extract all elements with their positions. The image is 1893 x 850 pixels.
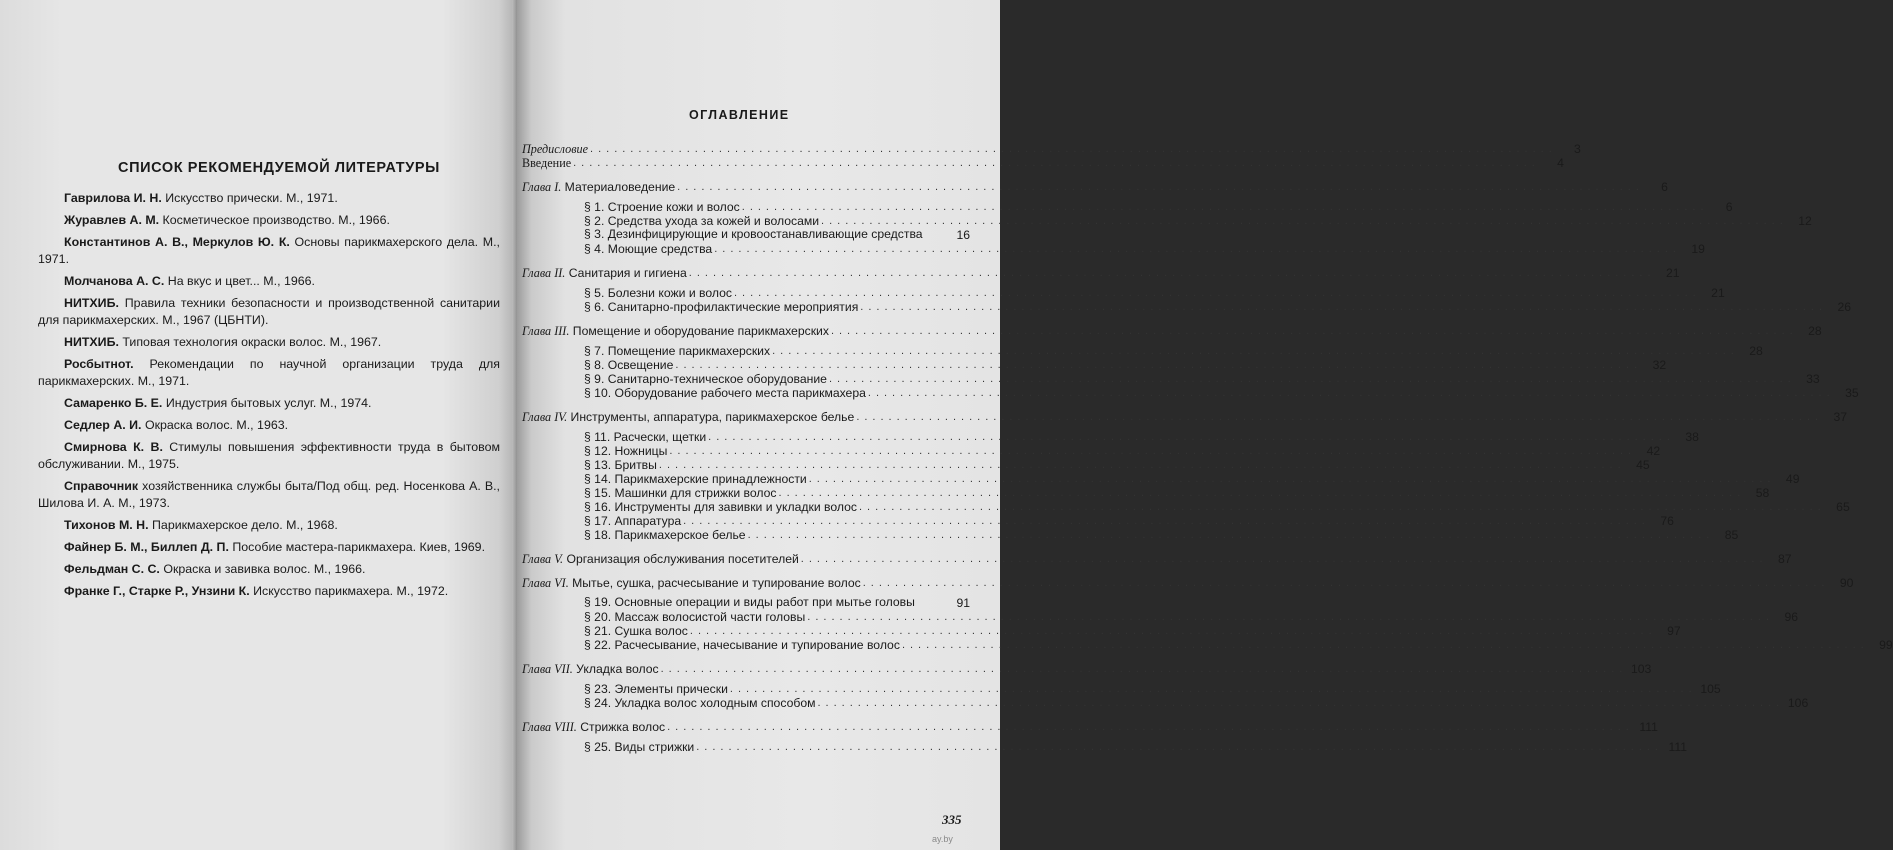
chapter-title: Организация обслуживания посетителей [563, 552, 799, 566]
toc-label: § 6. Санитарно-профилактические мероприятия [584, 300, 859, 314]
toc-page-number: 12 [1798, 214, 1812, 228]
toc-chapter-row [522, 410, 1848, 424]
entry-author: Смирнова К. В. [64, 440, 163, 454]
toc-chapter-row [522, 662, 1652, 676]
toc-page-number: 16 [956, 228, 970, 242]
toc-page-number: 21 [1711, 286, 1725, 300]
toc-page-number: 111 [1668, 740, 1687, 754]
chapter-title: Укладка волос [572, 662, 659, 676]
toc-label: § 25. Виды стрижки [584, 740, 695, 754]
toc-paragraph-row [522, 486, 1770, 500]
toc-chapter-row [522, 552, 1792, 566]
toc-paragraph-row [522, 682, 1721, 696]
toc-front-row [522, 156, 1564, 170]
toc-paragraph-row [522, 286, 1725, 300]
toc-label: § 20. Массаж волосистой части головы [584, 610, 806, 624]
toc-paragraph-row [522, 696, 1809, 710]
toc-page-number: 97 [1667, 624, 1681, 638]
toc-page-number: 90 [1839, 576, 1854, 590]
toc-page-number: 58 [1755, 486, 1770, 500]
toc-title: ОГЛАВЛЕНИЕ [689, 108, 790, 122]
toc-label: § 16. Инструменты для завивки и укладки волос [584, 500, 857, 514]
toc-label: § 2. Средства ухода за кожей и волосами [584, 214, 820, 228]
toc-page-number: 103 [1631, 662, 1652, 676]
toc-label: § 9. Санитарно-техническое оборудование [584, 372, 827, 386]
toc-label: § 21. Сушка волос [584, 624, 688, 638]
toc-label: § 22. Расчесывание, начесывание и тупирование волос [584, 638, 900, 652]
entry-author: Справочник [64, 479, 139, 493]
dot-leader: ........................................................................................................................ [667, 721, 1634, 733]
toc-paragraph-row [522, 500, 1850, 514]
toc-page-number: 37 [1833, 410, 1848, 424]
toc-page-number: 19 [1691, 242, 1705, 256]
entry-author: Росбытнот. [64, 357, 134, 371]
entry-text: Пособие мастера-парикмахера. Киев, 1969. [228, 540, 486, 554]
literature-entry [38, 234, 500, 268]
toc-label: Предисловие [522, 142, 589, 156]
toc-paragraph-row [522, 242, 1705, 256]
dot-leader: ........................................................................................................................ [660, 663, 1628, 675]
toc-label: § 11. Расчески, щетки [584, 430, 707, 444]
dot-leader: ........................................................................................................................ [867, 387, 1835, 399]
toc-label: § 24. Укладка волос холодным способом [584, 696, 816, 710]
toc-chapter-row [522, 720, 1658, 734]
chapter-title: Стрижка волос [576, 720, 666, 734]
entry-text: Окраска и завивка волос. М., 1966. [159, 562, 366, 576]
toc-paragraph-row [522, 472, 1800, 486]
toc-label: § 23. Элементы прически [584, 682, 728, 696]
toc-paragraph-row [522, 214, 1812, 228]
left-page [0, 0, 520, 850]
chapter-number: Глава III. [522, 324, 570, 338]
dot-leader: ........................................................................................................................ [772, 345, 1739, 357]
entry-author: НИТХИБ. [64, 296, 119, 310]
dot-leader: ........................................................................................................................ [675, 359, 1643, 371]
dot-leader: ........................................................................................................................ [858, 501, 1826, 513]
dot-leader: ........................................................................................................................ [828, 373, 1796, 385]
toc-page-number: 28 [1808, 324, 1822, 338]
toc-paragraph-row [522, 528, 1739, 542]
toc-paragraph-row [522, 458, 1650, 472]
literature-entry [38, 439, 500, 473]
literature-entry [38, 212, 500, 229]
toc-page-number: 6 [1661, 180, 1668, 194]
entry-author: Тихонов М. Н. [64, 518, 149, 532]
watermark: ay.by [932, 834, 953, 844]
toc-page-number: 111 [1639, 720, 1658, 734]
toc-page-number: 33 [1806, 372, 1820, 386]
toc-page-number: 4 [1557, 156, 1564, 170]
table-of-contents [522, 142, 1893, 754]
chapter-title: Инструменты, аппаратура, парикмахерское белье [567, 410, 855, 424]
dot-leader: ........................................................................................................................ [856, 411, 1824, 423]
literature-entry [38, 356, 500, 390]
toc-paragraph-row [522, 430, 1699, 444]
entry-text: Стимулы повышения эффективности труда в бытовом обслуживании. М., 1975. [38, 440, 500, 471]
literature-entry [38, 334, 500, 351]
entry-author: Франке Г., Старке Р., Унзини К. [64, 584, 250, 598]
literature-entry [38, 517, 500, 534]
toc-page-number: 85 [1724, 528, 1739, 542]
toc-paragraph-row [522, 300, 1852, 314]
toc-page-number: 3 [1574, 142, 1581, 156]
toc-paragraph-row [522, 372, 1820, 386]
chapter-number: Глава IV. [522, 410, 568, 424]
toc-chapter-row [522, 266, 1680, 280]
entry-text: Искусство прически. М., 1971. [161, 191, 338, 205]
toc-label: § 3. Дезинфицирующие и кровоостанавливающие средства [584, 227, 923, 241]
toc-front-row [522, 142, 1581, 156]
toc-paragraph-row [522, 444, 1661, 458]
chapter-title: Мытье, сушка, расчесывание и тупирование волос [568, 576, 861, 590]
toc-page-number: 42 [1646, 444, 1661, 458]
dot-leader: ........................................................................................................................ [658, 459, 1626, 471]
dot-leader: ........................................................................................................................ [708, 431, 1675, 443]
entry-text: Индустрия бытовых услуг. М., 1974. [162, 396, 372, 410]
toc-label: Введение [522, 156, 572, 170]
dot-leader: ........................................................................................................................ [677, 181, 1644, 193]
toc-page-number: 21 [1665, 266, 1680, 280]
literature-entry [38, 583, 500, 600]
toc-label: § 13. Бритвы [584, 458, 657, 472]
entry-text: На вкус и цвет... М., 1966. [164, 274, 315, 288]
literature-entry [38, 539, 500, 556]
toc-label: § 17. Аппаратура [584, 514, 682, 528]
right-page [517, 0, 1893, 850]
dot-leader: ........................................................................................................................ [862, 577, 1830, 589]
toc-label: § 5. Болезни кожи и волос [584, 286, 732, 300]
literature-entry [38, 273, 500, 290]
toc-label: § 10. Оборудование рабочего места парикмахера [584, 386, 866, 400]
toc-label: § 7. Помещение парикмахерских [584, 344, 771, 358]
dot-leader: ........................................................................................................................ [830, 325, 1798, 337]
dot-leader: ........................................................................................................................ [688, 267, 1656, 279]
entry-author: Файнер Б. М., Биллеп Д. П. [64, 540, 229, 554]
toc-page-number: 26 [1837, 300, 1852, 314]
toc-page-number: 6 [1725, 200, 1733, 214]
toc-chapter-row [522, 576, 1854, 590]
chapter-title: Санитария и гигиена [565, 266, 687, 280]
toc-label: § 1. Строение кожи и волос [584, 200, 740, 214]
chapter-number: Глава VII. [522, 662, 573, 676]
chapter-number: Глава V. [522, 552, 564, 566]
dot-leader: ........................................................................................................................ [778, 487, 1746, 499]
toc-page-number: 38 [1685, 430, 1699, 444]
dot-leader: ........................................................................................................................ [800, 553, 1768, 565]
entry-author: Молчанова А. С. [64, 274, 165, 288]
entry-author: НИТХИБ. [64, 335, 119, 349]
toc-paragraph-row [522, 638, 1893, 652]
toc-paragraph-row [522, 596, 970, 610]
toc-page-number: 105 [1700, 682, 1721, 696]
dot-leader: ........................................................................................................................ [696, 741, 1663, 753]
toc-page-number: 49 [1785, 472, 1800, 486]
chapter-number: Глава II. [522, 266, 566, 280]
entry-author: Журавлев А. М. [64, 213, 160, 227]
chapter-number: Глава I. [522, 180, 562, 194]
literature-title: СПИСОК РЕКОМЕНДУЕМОЙ ЛИТЕРАТУРЫ [118, 160, 440, 176]
toc-page-number: 35 [1845, 386, 1859, 400]
toc-paragraph-row [522, 358, 1667, 372]
toc-label: § 18. Парикмахерское белье [584, 528, 746, 542]
toc-label: § 19. Основные операции и виды работ при мытье головы [584, 595, 915, 609]
toc-paragraph-row [522, 624, 1681, 638]
literature-entry [38, 417, 500, 434]
entry-text: Парикмахерское дело. М., 1968. [148, 518, 338, 532]
toc-page-number: 106 [1787, 696, 1809, 710]
entry-text: Правила техники безопасности и производственной санитарии для парикмахерских. М., 1967 (ЦБНТИ). [38, 296, 500, 327]
entry-author: Самаренко Б. Е. [64, 396, 163, 410]
toc-chapter-row [522, 180, 1668, 194]
toc-page-number: 32 [1652, 358, 1667, 372]
entry-text: хозяйственника службы быта/Под общ. ред. Носенкова А. В., Шилова И. А. М., 1973. [38, 479, 500, 510]
literature-entry [38, 395, 500, 412]
toc-paragraph-row [522, 228, 970, 242]
toc-page-number: 65 [1836, 500, 1850, 514]
entry-text: Косметическое производство. М., 1966. [159, 213, 390, 227]
entry-text: Окраска волос. М., 1963. [141, 418, 289, 432]
chapter-title: Помещение и оборудование парикмахерских [569, 324, 829, 338]
dot-leader: ........................................................................................................................ [714, 243, 1681, 255]
dot-leader: ........................................................................................................................ [860, 301, 1828, 313]
dot-leader: ........................................................................................................................ [741, 201, 1709, 213]
entry-author: Гаврилова И. Н. [64, 191, 162, 205]
entry-text: Искусство парикмахера. М., 1972. [249, 584, 449, 598]
entry-author: Седлер А. И. [64, 418, 142, 432]
toc-page-number: 87 [1777, 552, 1792, 566]
dot-leader: ........................................................................................................................ [573, 157, 1540, 169]
page-number: 335 [942, 812, 962, 827]
toc-paragraph-row [522, 344, 1763, 358]
toc-chapter-row [522, 324, 1822, 338]
chapter-number: Глава VI. [522, 576, 569, 590]
literature-entry [38, 190, 500, 207]
dot-leader: ........................................................................................................................ [733, 287, 1701, 299]
toc-paragraph-row [522, 386, 1859, 400]
literature-entry [38, 478, 500, 512]
toc-paragraph-row [522, 610, 1799, 624]
toc-label: § 14. Парикмахерские принадлежности [584, 472, 807, 486]
toc-page-number: 45 [1636, 458, 1650, 472]
literature-entry [38, 295, 500, 329]
toc-page-number: 99 [1879, 638, 1893, 652]
dot-leader: ........................................................................................................................ [669, 445, 1637, 457]
literature-entry [38, 561, 500, 578]
entry-author: Константинов А. В., Меркулов Ю. К. [64, 235, 290, 249]
literature-list [38, 190, 500, 605]
toc-paragraph-row [522, 200, 1733, 214]
entry-text: Типовая технология окраски волос. М., 1967. [118, 335, 382, 349]
dot-leader: ........................................................................................................................ [747, 529, 1715, 541]
toc-label: § 12. Ножницы [584, 444, 668, 458]
chapter-title: Материаловедение [561, 180, 676, 194]
toc-label: § 8. Освещение [584, 358, 674, 372]
toc-page-number: 28 [1749, 344, 1763, 358]
entry-author: Фельдман С. С. [64, 562, 160, 576]
toc-paragraph-row [522, 514, 1674, 528]
dot-leader: ........................................................................................................................ [683, 515, 1650, 527]
toc-label: § 15. Машинки для стрижки волос [584, 486, 777, 500]
toc-page-number: 91 [956, 596, 970, 610]
dot-leader: ........................................................................................................................ [808, 473, 1776, 485]
entry-text: Рекомендации по научной организации труда для парикмахерских. М., 1971. [38, 357, 500, 388]
entry-text: Основы парикмахерского дела. М., 1971. [38, 235, 500, 266]
dot-leader: ........................................................................................................................ [807, 611, 1775, 623]
dot-leader: ........................................................................................................................ [901, 639, 1869, 651]
dot-leader: ........................................................................................................................ [689, 625, 1657, 637]
chapter-number: Глава VIII. [522, 720, 577, 734]
dot-leader: ........................................................................................................................ [729, 683, 1697, 695]
toc-label: § 4. Моющие средства [584, 242, 713, 256]
dot-leader: ........................................................................................................................ [817, 697, 1785, 709]
toc-paragraph-row [522, 740, 1687, 754]
dot-leader: ........................................................................................................................ [821, 215, 1788, 227]
toc-page-number: 96 [1784, 610, 1799, 624]
toc-page-number: 76 [1660, 514, 1674, 528]
dot-leader: ........................................................................................................................ [590, 143, 1557, 155]
